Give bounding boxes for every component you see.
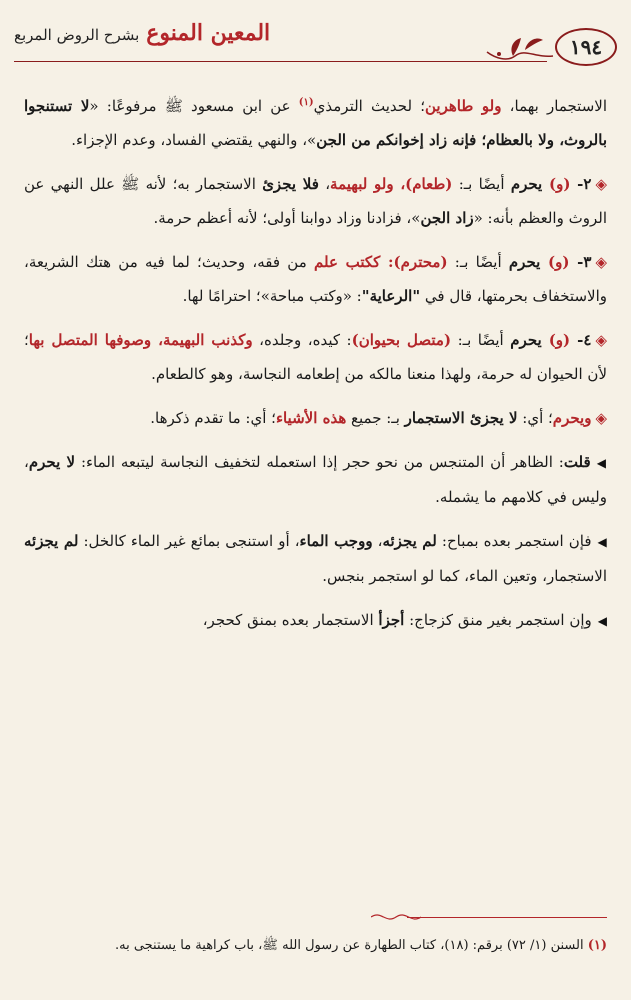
text-run: : الظاهر أن المتنجس من نحو حجر إذا استعمله لتخفيف النجاسة ليتبعه الماء: <box>75 453 564 471</box>
matn-text: (محترم): ككتب علم <box>314 253 448 271</box>
paragraph-3 <box>24 245 607 313</box>
footnote-text: السنن (١/ ٧٢) برقم: (١٨)، كتاب الطهارة عن رسول الله ﷺ، باب كراهية ما يستنجى به. <box>114 938 588 953</box>
text-run: أيضًا بـ: <box>447 253 509 271</box>
text-run: الاستجمار بهما، <box>501 97 607 115</box>
paragraph-5 <box>24 401 607 435</box>
footnote-number: (١) <box>587 938 607 953</box>
footnote <box>24 935 607 957</box>
item-number: ٣- <box>569 253 592 271</box>
header-rule <box>14 61 547 62</box>
matn-text: (و) <box>542 175 571 193</box>
key-term: أجزأ <box>378 611 405 629</box>
triangle-bullet-icon: ◀ <box>597 535 607 549</box>
main-text <box>24 86 607 648</box>
book-reference: "الرعاية" <box>361 287 421 305</box>
hadith-quote: زاد الجن <box>420 209 474 227</box>
text-run: ؛ لحديث الترمذي <box>313 97 425 115</box>
diamond-bullet-icon: ◈ <box>595 409 607 427</box>
book-title <box>14 20 270 46</box>
key-term: يحرم <box>510 175 543 193</box>
diamond-bullet-icon: ◈ <box>595 175 607 193</box>
paragraph-2 <box>24 167 607 235</box>
text-run: ، <box>372 532 383 550</box>
matn-text: هذه الأشياء <box>275 409 347 427</box>
text-run: ؛ لأن الحيوان له حرمة، ولهذا منعنا مالكه من إطعامه النجاسة، وهو كالطعام. <box>24 331 607 383</box>
matn-text: (و) <box>541 331 571 349</box>
floral-ornament-icon <box>485 28 555 68</box>
triangle-bullet-icon: ◀ <box>597 614 607 628</box>
matn-text: (متصل بحيوان) <box>351 331 452 349</box>
key-term: يحرم <box>508 253 541 271</box>
matn-text: (طعام)، ولو لبهيمة <box>330 175 453 193</box>
page-header <box>14 14 617 74</box>
key-term: قلت <box>563 453 591 471</box>
text-run: من فقه، وحديث؛ لما فيه من هتك الشريعة، والاستخفاف بحرمتها، قال في <box>24 253 607 305</box>
key-term: لم يجزئه <box>24 532 79 550</box>
text-run: ؛ أي: <box>517 409 553 427</box>
key-term: لم يجزئه <box>382 532 437 550</box>
text-run: الاستجمار بعده بمنق كحجر، <box>202 611 379 629</box>
book-title-sub: بشرح الروض المربع <box>14 26 140 44</box>
text-run: : كيده، وجلده، <box>252 331 352 349</box>
matn-text: وكذنب البهيمة، وصوفها المتصل بها <box>28 331 253 349</box>
text-run: فإن استجمر بعده بمباح: <box>436 532 592 550</box>
text-run: بـ: جميع <box>346 409 405 427</box>
text-run: : «وكتب مباحة»؛ احترامًا لها. <box>182 287 362 305</box>
text-run: الاستجمار، وتعين الماء، كما لو استجمر بنجس. <box>322 567 607 585</box>
footnote-marker[interactable]: (١) <box>298 97 314 108</box>
paragraph-7 <box>24 524 607 593</box>
matn-text: (و) <box>540 253 570 271</box>
paragraph-8 <box>24 603 607 638</box>
paragraph-1 <box>24 86 607 157</box>
item-number: ٤- <box>570 331 592 349</box>
text-run: ، وليس في كلامهم ما يشمله. <box>24 453 607 506</box>
paragraph-4 <box>24 323 607 391</box>
matn-text: ولو طاهرين <box>425 97 502 115</box>
page-number: ١٩٤ <box>555 28 617 66</box>
footnote-rule <box>407 917 607 918</box>
text-run: وإن استجمر بغير منق كزجاج: <box>404 611 592 629</box>
text-run: أيضًا بـ: <box>451 331 511 349</box>
key-term: فلا يجزئ <box>262 175 319 193</box>
triangle-bullet-icon: ◀ <box>596 456 607 470</box>
text-run: ؛ أي: ما تقدم ذكرها. <box>150 409 276 427</box>
matn-text: ويحرم <box>552 409 592 427</box>
text-run: عن ابن مسعود ﷺ مرفوعًا: « <box>89 97 299 115</box>
diamond-bullet-icon: ◈ <box>595 331 607 349</box>
item-number: ٢- <box>570 175 592 193</box>
key-term: لا يحرم <box>28 453 76 471</box>
key-term: لا يجزئ الاستجمار <box>404 409 518 427</box>
paragraph-6 <box>24 445 607 514</box>
book-title-main: المعين المنوع <box>146 20 271 46</box>
text-run: »، والنهي يقتضي الفساد، وعدم الإجزاء. <box>71 131 317 149</box>
text-run: ، <box>318 175 331 193</box>
key-term: ووجب الماء <box>299 532 373 550</box>
text-run: أيضًا بـ: <box>452 175 511 193</box>
key-term: يحرم <box>510 331 542 349</box>
hadith-quote: لا تستنجوا بالروث، ولا بالعظام؛ فإنه زاد إخوانكم من الجن <box>24 97 607 149</box>
text-run: »، فزادنا وزاد دوابنا أولى؛ لأنه أعظم حرمة. <box>153 209 421 227</box>
diamond-bullet-icon: ◈ <box>595 253 607 271</box>
text-run: الاستجمار به؛ لأنه ﷺ علل النهي عن الروث والعظم بأنه: « <box>24 175 607 227</box>
text-run: ، أو استنجى بمائع غير الماء كالخل: <box>78 532 300 550</box>
